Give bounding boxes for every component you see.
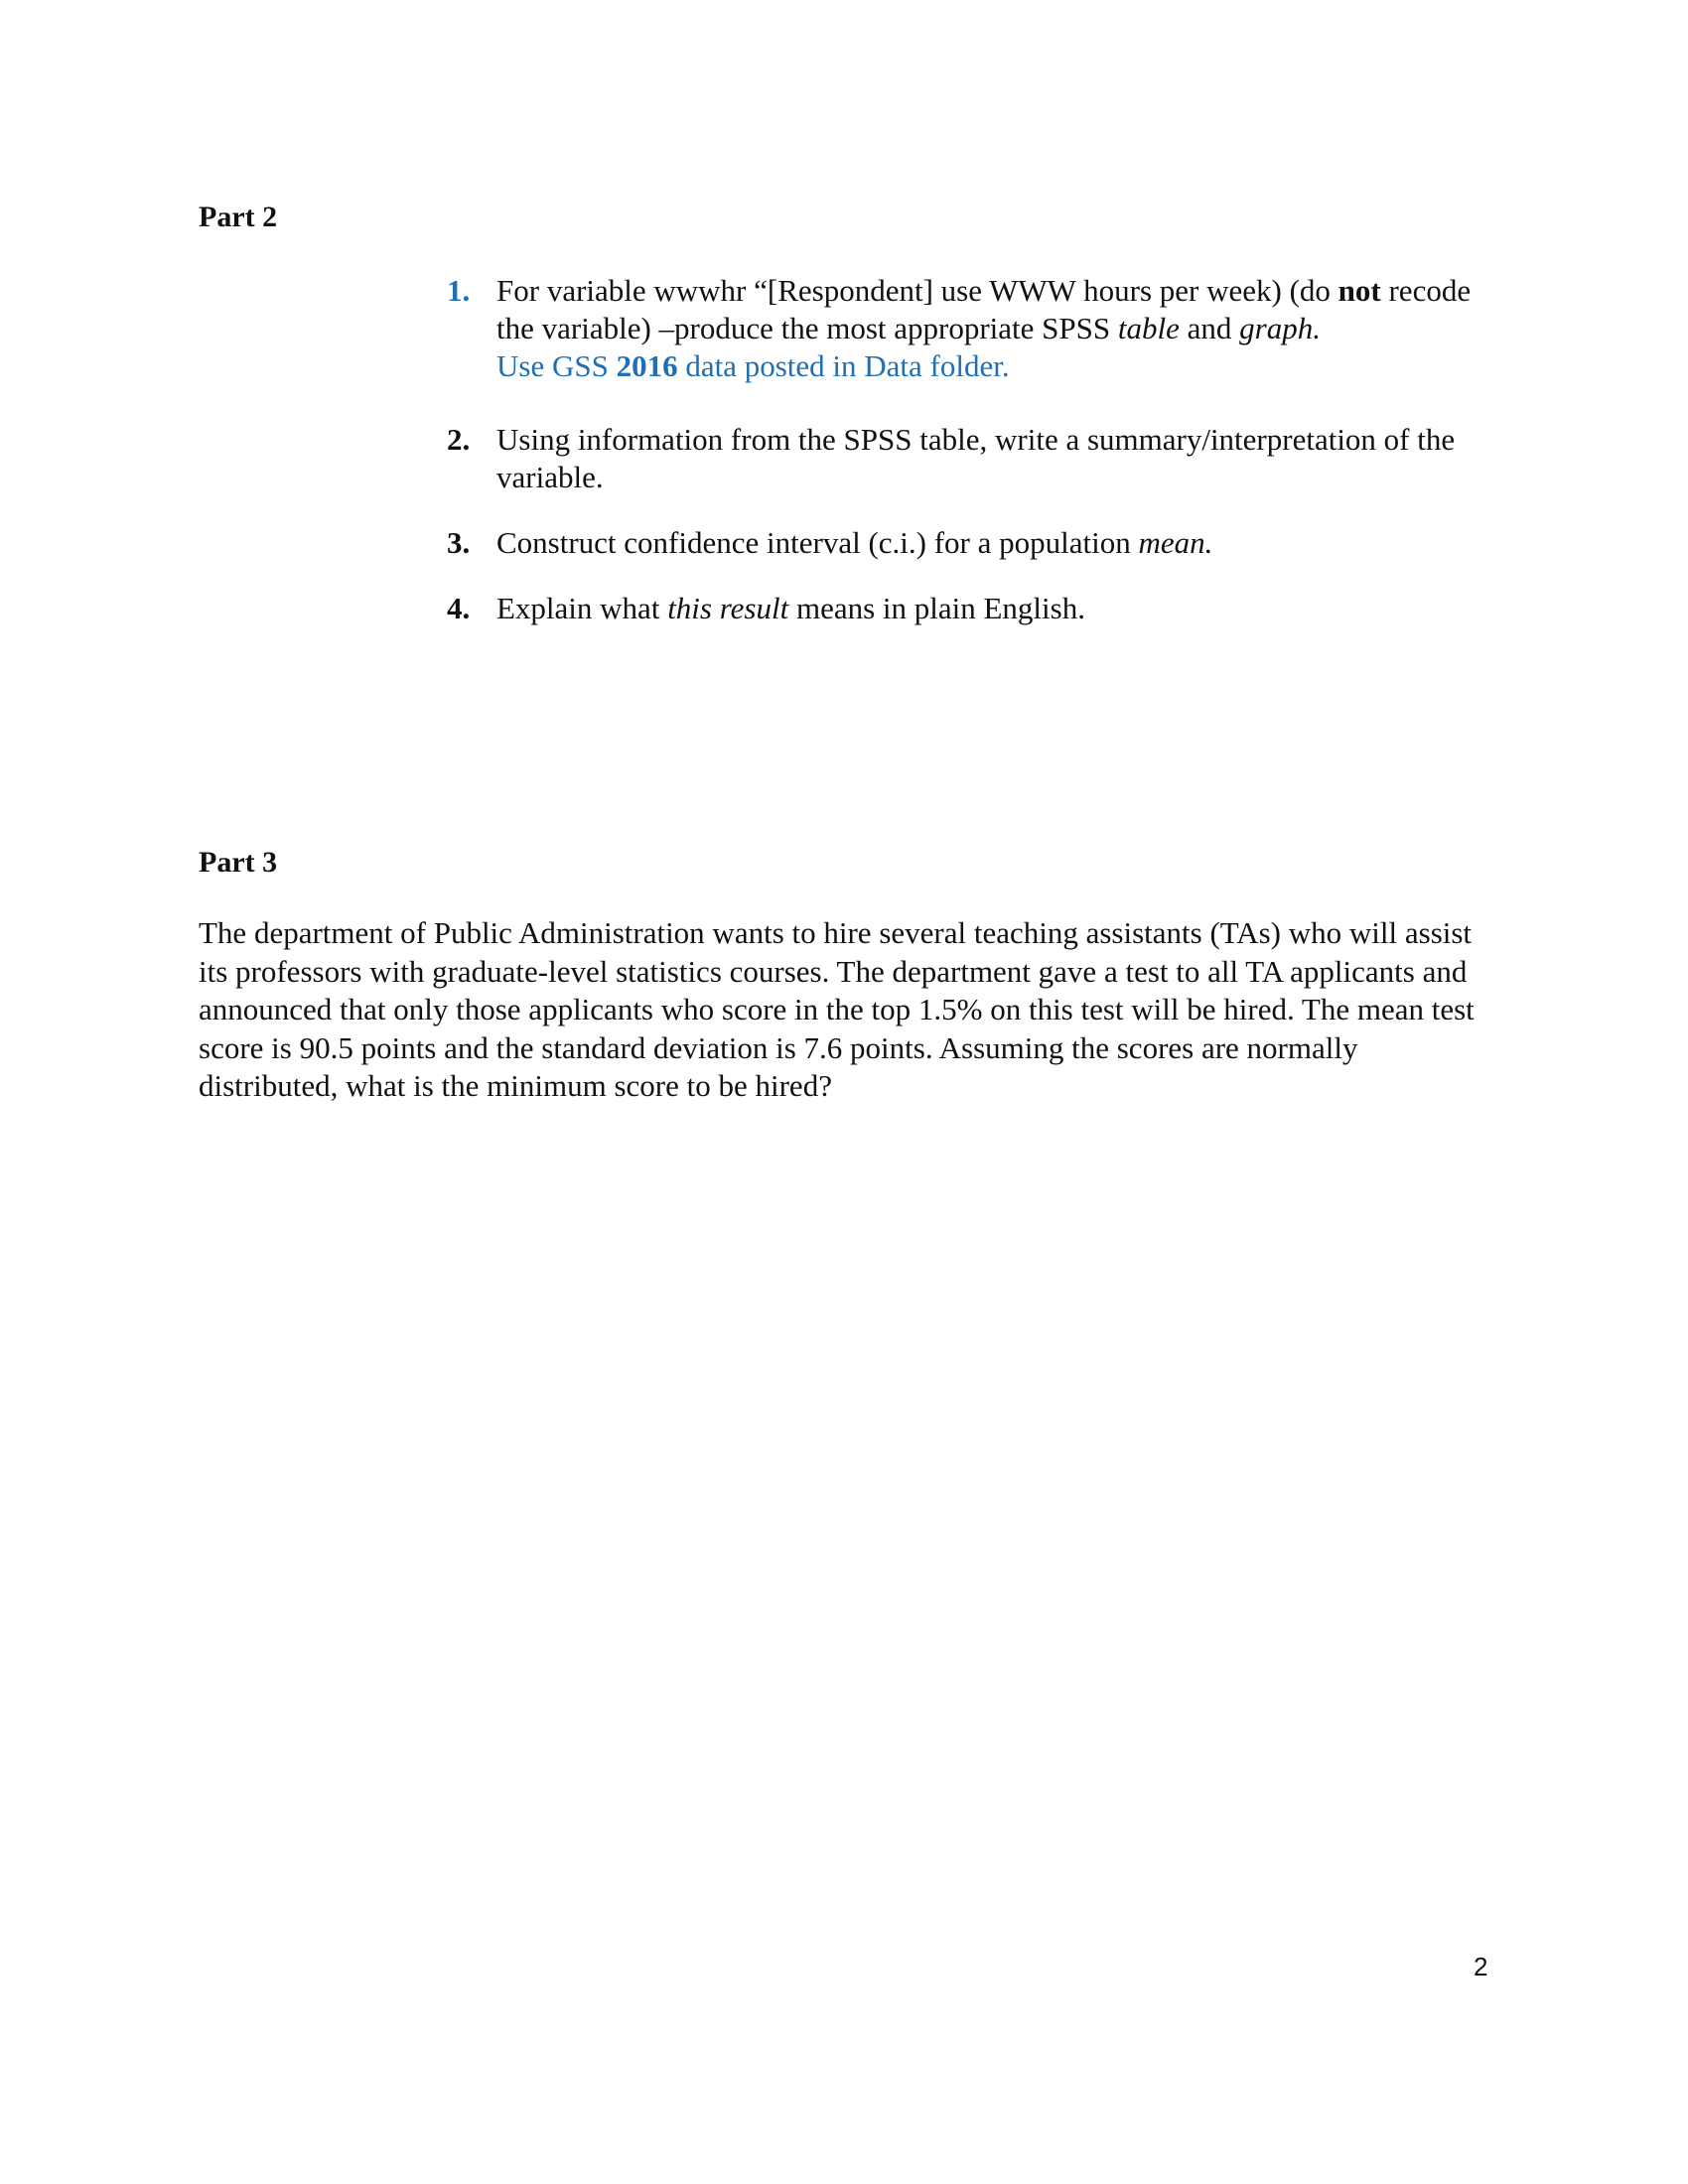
part-2-heading: Part 2 [199, 201, 278, 233]
question-text: For variable wwwhr “[Respondent] use WWW hours per week) (do not recode the variable) –produce the most appropriate SPSS table and graph. Use GSS 2016 data posted in Data folder. [496, 273, 1472, 383]
part-2-question-list [447, 272, 1499, 627]
question-number: 2. [447, 422, 471, 457]
part-3-paragraph: The department of Public Administration wants to hire several teaching assistants (TAs) who will assist its professors with graduate-level statistics courses. The department gave a test to all TA applicants and announced that only those applicants who score in the top 1.5% on this test will be hired. The mean test score is 90.5 points and the standard deviation is 7.6 points. Assuming the scores are normally distributed, what is the minimum score to be hired? [199, 915, 1475, 1103]
question-text: Using information from the SPSS table, write a summary/interpretation of the variable. [496, 422, 1456, 494]
question-text: Explain what this result means in plain English. [496, 591, 1085, 625]
question-text: Construct confidence interval (c.i.) for a population mean. [496, 525, 1213, 560]
question-4 [447, 590, 1499, 627]
part-3-heading: Part 3 [199, 846, 278, 879]
question-1 [447, 272, 1499, 385]
question-2 [447, 421, 1499, 496]
data-source-note: Use GSS 2016 data posted in Data folder. [496, 348, 1010, 383]
question-number: 4. [447, 591, 471, 625]
question-number: 1. [447, 273, 471, 308]
page-number: 2 [1474, 1952, 1488, 1981]
question-3 [447, 524, 1499, 562]
question-number: 3. [447, 525, 471, 560]
